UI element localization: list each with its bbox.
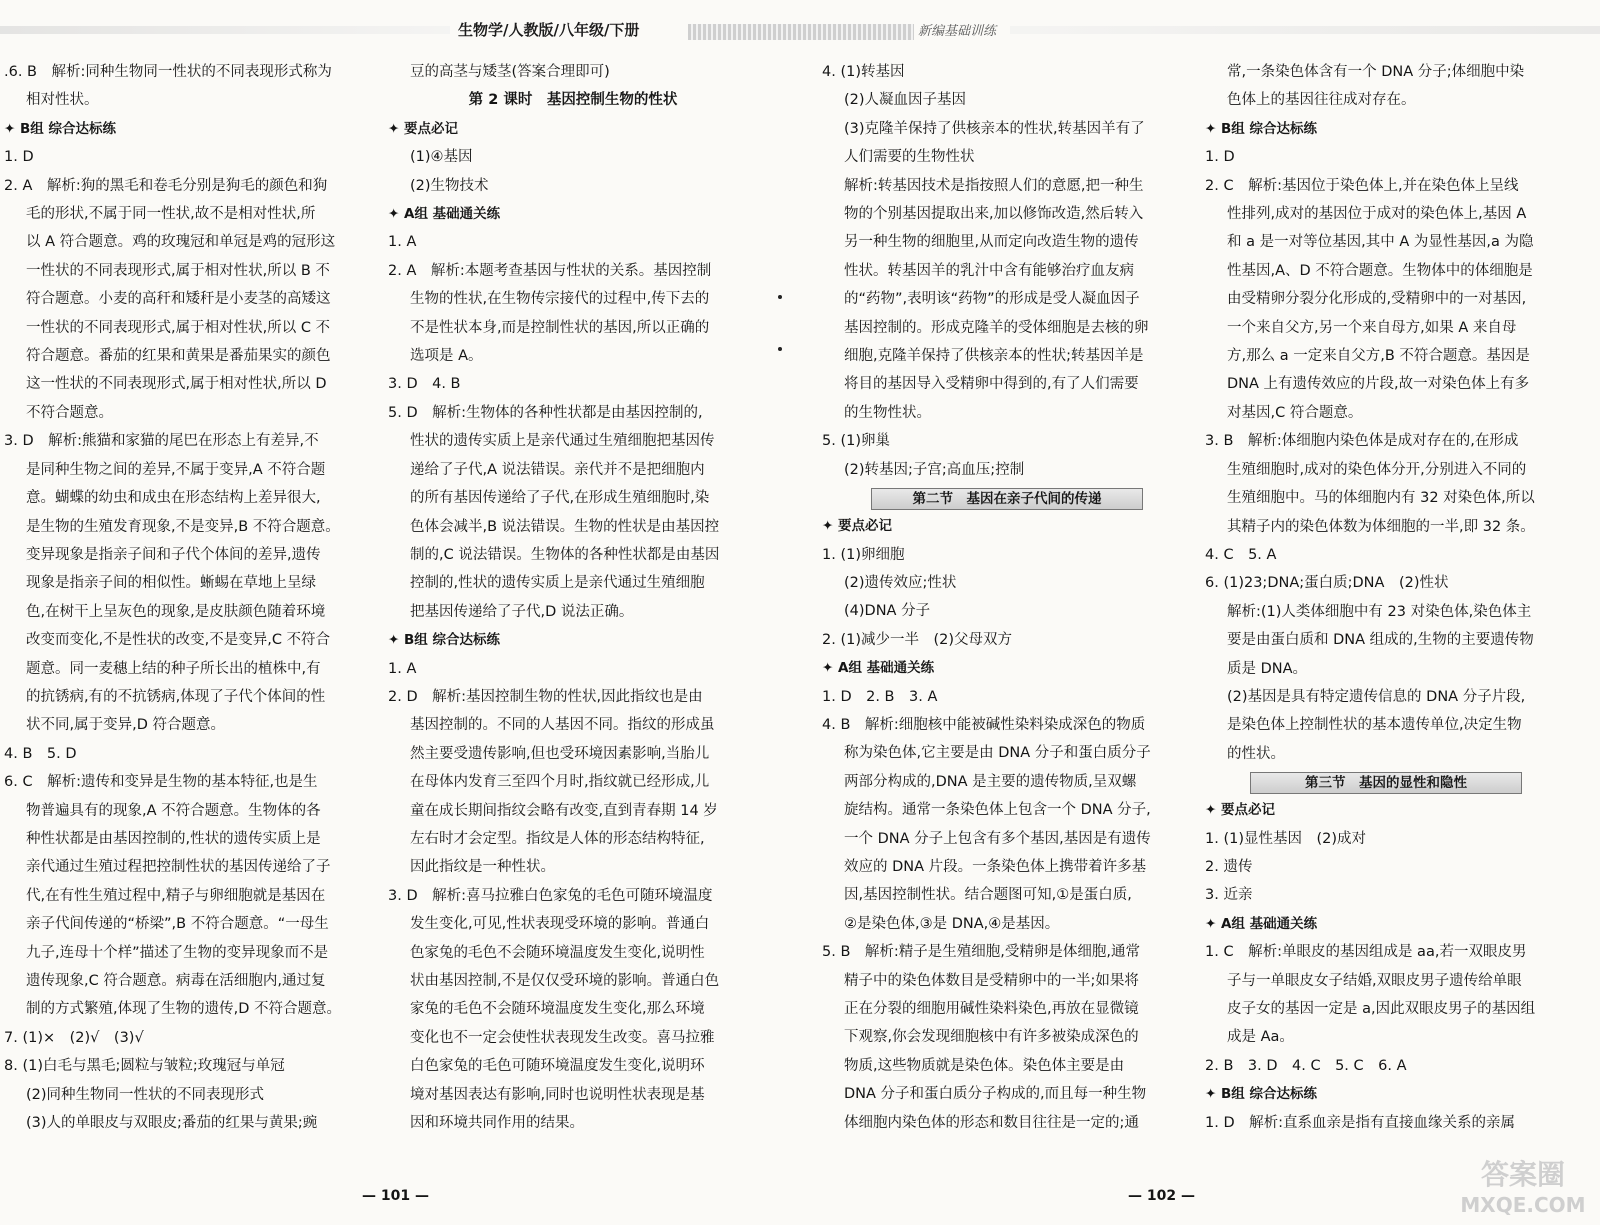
answer-line: 以 A 符合题意。鸡的玫瑰冠和单冠是鸡的冠形这 <box>26 234 336 251</box>
answer-line: 4. (1)转基因 <box>822 64 905 80</box>
answer-line: 3. B 解析:体细胞内染色体是成对存在的,在形成 <box>1205 433 1519 450</box>
answer-line: 变化也不一定会使性状表现发生改变。喜马拉雅 <box>410 1029 715 1046</box>
answer-line: 下观察,你会发现细胞核中有许多被染成深色的 <box>844 1029 1139 1046</box>
answer-line: 5. (1)卵巢 <box>822 433 890 450</box>
answer-line: 一个来自父方,另一个来自母方,如果 A 来自母 <box>1227 319 1517 336</box>
answer-line: 将目的基因导入受精卵中得到的,有了人们需要 <box>844 376 1139 393</box>
answer-line: 物普遍具有的现象,A 不符合题意。生物体的各 <box>26 802 321 819</box>
answer-line: 子与一单眼皮女子结婚,双眼皮男子遗传给单眼 <box>1227 972 1522 989</box>
answer-line: 然主要受遗传影响,但也受环境因素影响,当胎儿 <box>410 745 710 762</box>
answer-line: 种性状都是由基因控制的,性状的遗传实质上是 <box>26 830 321 847</box>
answer-line: 称为染色体,它主要是由 DNA 分子和蛋白质分子 <box>844 745 1151 762</box>
answer-line: 2. (1)减少一半 (2)父母双方 <box>822 631 1013 648</box>
answer-column-4 <box>1205 58 1567 1137</box>
answer-line: 的所有基因传递给了子代,在形成生殖细胞时,染 <box>410 490 710 507</box>
answer-line: 方,那么 a 一定来自父方,B 不符合题意。基因是 <box>1227 348 1530 365</box>
answer-column-2 <box>388 58 758 1137</box>
answer-line: (2)生物技术 <box>410 177 489 194</box>
watermark-logo <box>1448 1160 1598 1220</box>
binding-dot <box>778 347 782 351</box>
section-label: ✦ A组 基础通关练 <box>1205 915 1318 932</box>
answer-line: 不符合题意。 <box>26 404 113 421</box>
answer-line: 8. (1)白毛与黑毛;圆粒与皱粒;玫瑰冠与单冠 <box>4 1058 285 1075</box>
answer-line: 因和环境共同作用的结果。 <box>410 1115 584 1132</box>
answer-line: 制的方式繁殖,体现了生物的遗传,D 不符合题意。 <box>26 1001 341 1018</box>
answer-line: 1. D <box>4 149 34 166</box>
answer-line: 是生物的生殖发育现象,不是变异,B 不符合题意。 <box>26 518 340 535</box>
answer-line: 基因控制的。不同的人基因不同。指纹的形成虽 <box>410 717 715 734</box>
answer-line: 细胞,克隆羊保持了供核亲本的性状;转基因羊是 <box>844 348 1144 365</box>
answer-line: 2. A 解析:本题考查基因与性状的关系。基因控制 <box>388 262 712 279</box>
answer-line: 把基因传递给了子代,D 说法正确。 <box>410 603 634 620</box>
answer-line: 2. C 解析:基因位于染色体上,并在染色体上呈线 <box>1205 177 1519 194</box>
answer-line: 2. A 解析:狗的黑毛和卷毛分别是狗毛的颜色和狗 <box>4 177 328 194</box>
answer-line: 2. D 解析:基因控制生物的性状,因此指纹也是由 <box>388 688 703 705</box>
answer-line: 的“药物”,表明该“药物”的形成是受人凝血因子 <box>844 291 1140 308</box>
header-pattern-band <box>688 24 914 40</box>
answer-line: (3)克隆羊保持了供核亲本的性状,转基因羊有了 <box>844 120 1145 137</box>
answer-line: 豆的高茎与矮茎(答案合理即可) <box>410 64 610 80</box>
answer-line: 2. 遗传 <box>1205 858 1253 875</box>
answer-line: 因,基因控制性状。结合题图可知,①是蛋白质, <box>844 887 1132 904</box>
answer-line: .6. B 解析:同种生物同一性状的不同表现形式称为 <box>4 64 332 80</box>
answer-line: 另一种生物的细胞里,从而定向改造生物的遗传 <box>844 234 1139 251</box>
answer-line: 1. A <box>388 660 417 677</box>
answer-line: 改变而变化,不是性状的改变,不是变异,C 不符合 <box>26 632 331 649</box>
answer-line: 不是性状本身,而是控制性状的基因,所以正确的 <box>410 319 710 336</box>
answer-line: (2)转基因;子宫;高血压;控制 <box>844 461 1025 478</box>
answer-line: 一性状的不同表现形式,属于相对性状,所以 B 不 <box>26 262 330 279</box>
answer-line: 7. (1)× (2)√ (3)√ <box>4 1029 144 1046</box>
answer-line: 符合题意。番茄的红果和黄果是番茄果实的颜色 <box>26 348 331 365</box>
answer-line: 现象是指亲子间的相似性。蜥蜴在草地上呈绿 <box>26 575 316 592</box>
answer-line: 效应的 DNA 片段。一条染色体上携带着许多基 <box>844 858 1147 875</box>
answer-line: 这一性状的不同表现形式,属于相对性状,所以 D <box>26 376 327 393</box>
answer-line: 状由基因控制,不是仅仅受环境的影响。普通白色 <box>410 973 720 989</box>
answer-line: ②是染色体,③是 DNA,④是基因。 <box>844 915 1060 932</box>
answer-line: DNA 分子和蛋白质分子构成的,而且每一种生物 <box>844 1086 1147 1103</box>
watermark-line-1: 答案圈 <box>1480 1158 1565 1191</box>
section-label: ✦ A组 基础通关练 <box>822 660 935 677</box>
section-label: ✦ A组 基础通关练 <box>388 206 501 223</box>
answer-line: 控制的,性状的遗传实质上是亲代通过生殖细胞 <box>410 575 705 592</box>
answer-line: 5. B 解析:精子是生殖细胞,受精卵是体细胞,通常 <box>822 944 1140 961</box>
answer-line: 精子中的染色体数目是受精卵中的一半;如果将 <box>844 972 1139 989</box>
answer-line: 色体会减半,B 说法错误。生物的性状是由基因控 <box>410 518 720 535</box>
answer-line: 一性状的不同表现形式,属于相对性状,所以 C 不 <box>26 319 331 336</box>
answer-line: 符合题意。小麦的高秆和矮秆是小麦茎的高矮这 <box>26 291 331 308</box>
answer-line: 色,在树干上呈灰色的现象,是皮肤颜色随着环境 <box>26 603 326 620</box>
answer-line: 1. A <box>388 234 417 251</box>
answer-line: 九子,连母十个样”描述了生物的变异现象而不是 <box>26 944 329 961</box>
answer-line: 发生变化,可见,性状表现受环境的影响。普通白 <box>410 916 710 933</box>
answer-line: 3. D 解析:喜马拉雅白色家兔的毛色可随环境温度 <box>388 887 713 904</box>
page-number-right: — 102 — <box>1128 1188 1195 1204</box>
answer-line: 1. C 解析:单眼皮的基因组成是 aa,若一双眼皮男 <box>1205 944 1527 961</box>
answer-line: 童在成长期间指纹会略有改变,直到青春期 14 岁 <box>410 802 718 819</box>
answer-line: DNA 上有遗传效应的片段,故一对染色体上有多 <box>1227 376 1530 393</box>
answer-line: 题意。同一麦穗上结的种子所长出的植株中,有 <box>26 660 321 677</box>
answer-line: (1)④基因 <box>410 149 473 166</box>
section-label: ✦ B组 综合达标练 <box>4 120 117 137</box>
header-decor-left <box>0 26 450 34</box>
answer-line: 4. B 解析:细胞核中能被碱性染料染成深色的物质 <box>822 716 1146 733</box>
answer-line: 1. D 解析:直系血亲是指有直接血缘关系的亲属 <box>1205 1114 1515 1131</box>
section-label: ✦ 要点必记 <box>1205 802 1276 819</box>
answer-line: 性基因,A、D 不符合题意。生物体中的体细胞是 <box>1227 262 1533 279</box>
answer-column-3 <box>822 58 1192 1137</box>
watermark-line-2: MXQE.COM <box>1460 1193 1586 1217</box>
answer-line: 5. D 解析:生物体的各种性状都是由基因控制的, <box>388 404 703 421</box>
answer-line: (2)遗传效应;性状 <box>844 574 957 591</box>
lesson-title: 第 2 课时 基因控制生物的性状 <box>468 92 678 109</box>
answer-line: 6. C 解析:遗传和变异是生物的基本特征,也是生 <box>4 774 318 791</box>
answer-line: 生殖细胞中。马的体细胞内有 32 对染色体,所以 <box>1227 490 1535 507</box>
answer-line: 选项是 A。 <box>410 348 483 365</box>
section-label: ✦ B组 综合达标练 <box>1205 120 1318 137</box>
series-name: 新编基础训练 <box>918 24 997 39</box>
answer-line: 4. C 5. A <box>1205 546 1277 563</box>
answer-line: 体细胞内染色体的形态和数目往往是一定的;通 <box>844 1114 1139 1131</box>
answer-line: 制的,C 说法错误。生物体的各种性状都是由基因 <box>410 546 720 563</box>
answer-line: 3. 近亲 <box>1205 887 1253 904</box>
answer-line: 递给了子代,A 说法错误。亲代并不是把细胞内 <box>410 461 705 478</box>
answer-line: 家兔的毛色不会随环境温度发生变化,那么环境 <box>410 1001 705 1018</box>
answer-line: 1. D <box>1205 149 1235 166</box>
answer-line: 1. (1)显性基因 (2)成对 <box>1205 830 1367 847</box>
binding-dot <box>778 295 782 299</box>
answer-line: 左右时才会定型。指纹是人体的形态结构特征, <box>410 830 705 847</box>
answer-line: 的抗锈病,有的不抗锈病,体现了子代个体间的性 <box>26 688 326 705</box>
answer-line: 人们需要的生物性状 <box>844 149 975 166</box>
answer-line: 皮子女的基因一定是 a,因此双眼皮男子的基因组 <box>1227 1001 1536 1017</box>
answer-line: 两部分构成的,DNA 是主要的遗传物质,呈双螺 <box>844 773 1137 790</box>
answer-line: 6. (1)23;DNA;蛋白质;DNA (2)性状 <box>1205 575 1449 592</box>
page-number-left: — 101 — <box>362 1188 429 1204</box>
answer-line: 3. D 解析:熊猫和家猫的尾巴在形态上有差异,不 <box>4 433 319 450</box>
answer-line: (2)同种生物同一性状的不同表现形式 <box>26 1086 265 1103</box>
answer-line: 物质,这些物质就是染色体。染色体主要是由 <box>844 1057 1125 1074</box>
answer-line: 是同种生物之间的差异,不属于变异,A 不符合题 <box>26 461 326 478</box>
answer-line: 3. D 4. B <box>388 376 461 393</box>
section-label: ✦ 要点必记 <box>388 120 459 137</box>
answer-line: (2)人凝血因子基因 <box>844 92 967 109</box>
answer-line: 正在分裂的细胞用碱性染料染色,再放在显微镜 <box>844 1001 1139 1017</box>
answer-line: 物的个别基因提取出来,加以修饰改造,然后转入 <box>844 206 1144 223</box>
answer-line: (4)DNA 分子 <box>844 603 931 620</box>
answer-line: 生殖细胞时,成对的染色体分开,分别进入不同的 <box>1227 461 1527 478</box>
answer-line: 代,在有性生殖过程中,精子与卵细胞就是基因在 <box>26 887 326 904</box>
answer-line: 的性状。 <box>1227 745 1285 762</box>
section-label: ✦ 要点必记 <box>822 518 893 535</box>
answer-line: 解析:转基因技术是指按照人们的意愿,把一种生 <box>844 177 1144 194</box>
answer-line: (3)人的单眼皮与双眼皮;番茄的红果与黄果;豌 <box>26 1115 318 1132</box>
answer-line: 亲代通过生殖过程把控制性状的基因传递给了子 <box>26 859 331 876</box>
answer-column-1 <box>4 58 369 1137</box>
answer-line: 基因控制的。形成克隆羊的受体细胞是去核的卵 <box>844 319 1149 336</box>
answer-line: 成是 Aa。 <box>1227 1029 1294 1046</box>
answer-line: 的生物性状。 <box>844 404 931 421</box>
answer-line: 4. B 5. D <box>4 745 77 762</box>
answer-line: 旋结构。通常一条染色体上包含一个 DNA 分子, <box>844 802 1151 819</box>
section-banner: 第三节 基因的显性和隐性 <box>1250 772 1522 794</box>
answer-line: 1. D 2. B 3. A <box>822 688 938 705</box>
answer-line: 相对性状。 <box>26 92 99 109</box>
answer-line: 和 a 是一对等位基因,其中 A 为显性基因,a 为隐 <box>1227 234 1534 251</box>
section-banner: 第二节 基因在亲子代间的传递 <box>871 488 1143 510</box>
answer-line: 性状。转基因羊的乳汁中含有能够治疗血友病 <box>844 262 1134 279</box>
answer-line: 变异现象是指亲子间和子代个体间的差异,遗传 <box>26 546 321 563</box>
answer-line: 状不同,属于变异,D 符合题意。 <box>26 717 225 734</box>
answer-line: 意。蝴蝶的幼虫和成虫在形态结构上差异很大, <box>26 490 321 507</box>
answer-line: 性排列,成对的基因位于成对的染色体上,基因 A <box>1227 206 1527 223</box>
answer-line: 质是 DNA。 <box>1227 660 1308 677</box>
section-label: ✦ B组 综合达标练 <box>388 632 501 649</box>
section-label: ✦ B组 综合达标练 <box>1205 1086 1318 1103</box>
answer-line: 解析:(1)人类体细胞中有 23 对染色体,染色体主 <box>1227 603 1532 620</box>
answer-line: (2)基因是具有特定遗传信息的 DNA 分子片段, <box>1227 688 1526 705</box>
answer-line: 色家兔的毛色不会随环境温度发生变化,说明性 <box>410 944 705 961</box>
answer-line: 生物的性状,在生物传宗接代的过程中,传下去的 <box>410 291 710 308</box>
answer-line: 要是由蛋白质和 DNA 组成的,生物的主要遗传物 <box>1227 632 1534 649</box>
answer-line: 色体上的基因往往成对存在。 <box>1227 92 1416 109</box>
book-title: 生物学/人教版/八年级/下册 <box>458 21 640 39</box>
answer-line: 常,一条染色体含有一个 DNA 分子;体细胞中染 <box>1227 64 1525 80</box>
answer-line: 毛的形状,不属于同一性状,故不是相对性状,所 <box>26 206 316 223</box>
answer-line: 遗传现象,C 符合题意。病毒在活细胞内,通过复 <box>26 973 326 989</box>
answer-line: 亲子代间传递的“桥梁”,B 不符合题意。“一母生 <box>26 916 329 933</box>
answer-line: 性状的遗传实质上是亲代通过生殖细胞把基因传 <box>410 433 715 450</box>
answer-line: 境对基因表达有影响,同时也说明性状表现是基 <box>410 1086 705 1103</box>
answer-line: 由受精卵分裂分化形成的,受精卵中的一对基因, <box>1227 291 1527 308</box>
answer-line: 2. B 3. D 4. C 5. C 6. A <box>1205 1057 1407 1074</box>
answer-line: 是染色体上控制性状的基本遗传单位,决定生物 <box>1227 717 1522 734</box>
answer-line: 一个 DNA 分子上包含有多个基因,基因是有遗传 <box>844 830 1151 847</box>
page-header <box>0 0 1600 46</box>
header-decor-right <box>1010 26 1600 34</box>
answer-line: 白色家兔的毛色可随环境温度发生变化,说明环 <box>410 1058 705 1075</box>
answer-line: 其精子内的染色体数为体细胞的一半,即 32 条。 <box>1227 518 1535 535</box>
answer-line: 在母体内发育三至四个月时,指纹就已经形成,儿 <box>410 774 710 791</box>
answer-line: 1. (1)卵细胞 <box>822 546 905 563</box>
answer-line: 对基因,C 符合题意。 <box>1227 404 1363 421</box>
answer-line: 因此指纹是一种性状。 <box>410 859 555 876</box>
